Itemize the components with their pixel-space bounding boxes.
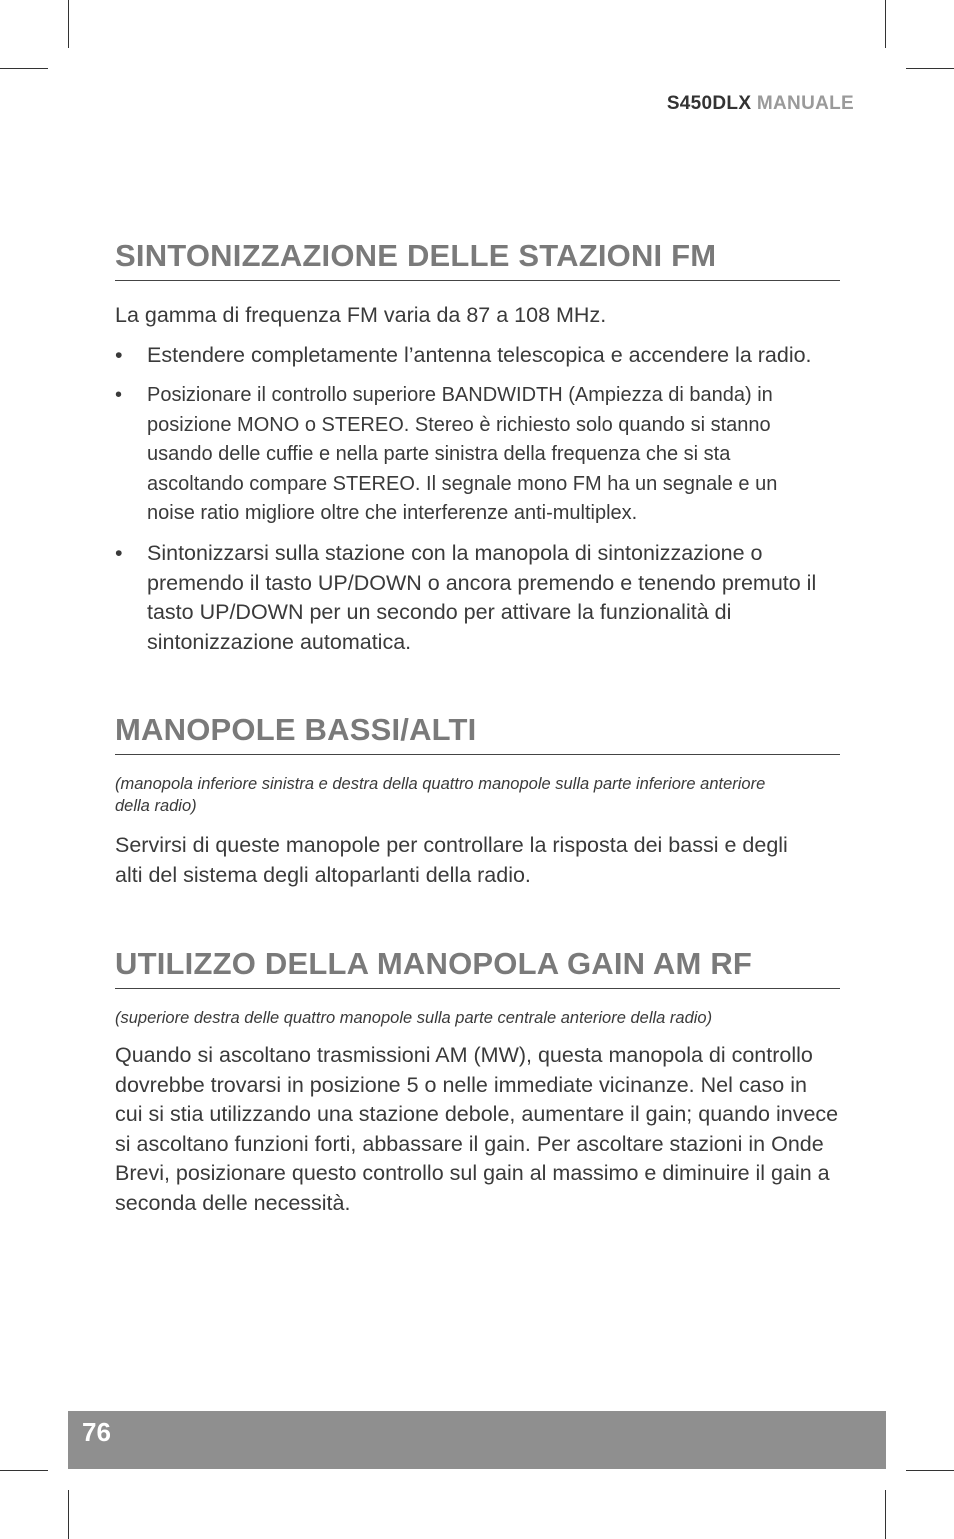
fm-bullet-1 — [115, 341, 840, 371]
fm-bullet-text: Posizionare il controllo superiore BANDWIDTH (Ampiezza di banda) in posizione MONO o STEREO. Stereo è richiesto solo quando si stanno usando delle cuffie e nella parte sinistra della frequenza che si sta ascoltando compare STEREO. Il segnale mono FM ha un segnale e un noise ratio migliore oltre che interferenze anti-multiplex. — [147, 384, 778, 524]
am-rf-gain-body: Quando si ascoltano trasmissioni AM (MW), questa manopola di controllo dovrebbe trovarsi in posizione 5 o nelle immediate vicinanze. Nel caso in cui si stia utilizzando una stazione debole, aumentare il gain; quando invece si ascoltano funzioni forti, abbassare il gain. Per ascoltare stazioni in Onde Brevi, posizionare questo controllo sul gain al massimo e diminuire il gain a seconda delle necessità. — [115, 1043, 839, 1215]
fm-bullet-2 — [115, 381, 840, 529]
bass-treble-note: (manopola inferiore sinistra e destra della quattro manopole sulla parte inferiore anteriore della radio) — [115, 775, 766, 815]
header-model: S450DLX — [666, 93, 752, 114]
bullet-icon: • — [115, 343, 123, 367]
crop-mark — [68, 1490, 69, 1539]
fm-bullet-3 — [115, 539, 840, 657]
page-number: 76 — [82, 1417, 111, 1447]
page-content — [115, 0, 840, 1400]
crop-mark — [68, 0, 69, 48]
bullet-icon: • — [115, 541, 123, 565]
fm-bullet-text: Sintonizzarsi sulla stazione con la manopola di sintonizzazione o premendo il tasto UP/DOWN o ancora premendo e tenendo premuto il tasto UP/DOWN per un secondo per attivare la funzionalità di sintonizzazione automatica. — [147, 541, 817, 654]
crop-mark — [906, 1470, 954, 1471]
crop-mark — [885, 1490, 886, 1539]
section-title-fm: SINTONIZZAZIONE DELLE STAZIONI FM — [115, 238, 840, 281]
footer-bar — [68, 1411, 886, 1469]
am-rf-gain-note: (superiore destra delle quattro manopole sulla parte centrale anteriore della radio) — [115, 1009, 713, 1027]
fm-bullet-text: Estendere completamente l’antenna telescopica e accendere la radio. — [147, 343, 812, 367]
crop-mark — [0, 1470, 48, 1471]
section-title-am-rf-gain: UTILIZZO DELLA MANOPOLA GAIN AM RF — [115, 946, 840, 989]
crop-mark — [906, 68, 954, 69]
bullet-icon: • — [115, 384, 123, 406]
crop-mark — [885, 0, 886, 48]
fm-intro: La gamma di frequenza FM varia da 87 a 108 MHz. — [115, 303, 607, 327]
crop-mark — [0, 68, 48, 69]
section-title-bass-treble: MANOPOLE BASSI/ALTI — [115, 712, 840, 755]
bass-treble-body: Servirsi di queste manopole per controllare la risposta dei bassi e degli alti del sistema degli altoparlanti della radio. — [115, 833, 788, 887]
header-manual: MANUALE — [756, 93, 854, 114]
